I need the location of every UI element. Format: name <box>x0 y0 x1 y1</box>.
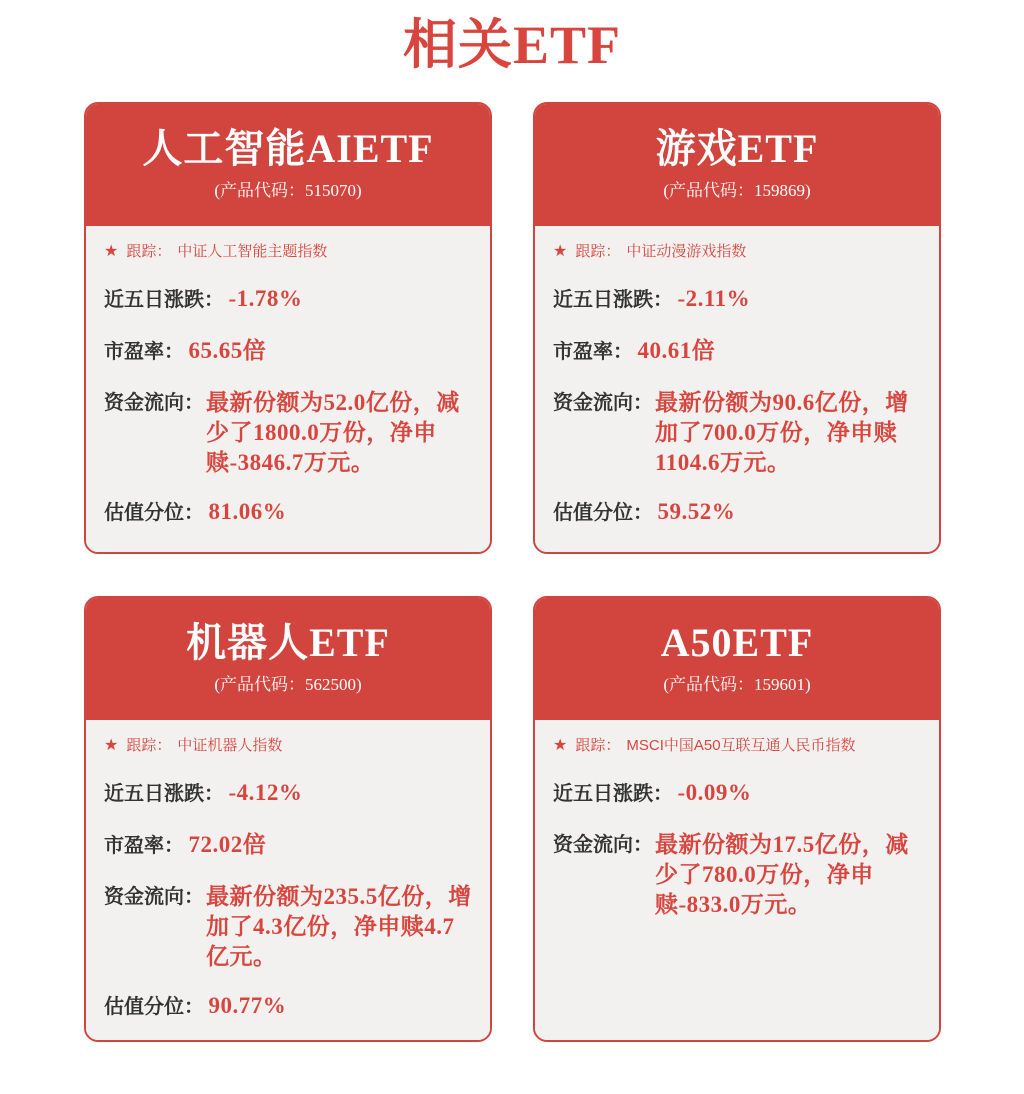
etf-card-ai <box>84 102 492 554</box>
fund-flow-label: 资金流向： <box>553 834 653 856</box>
pe-ratio-label: 市盈率： <box>553 341 633 363</box>
card-header <box>535 104 939 226</box>
pe-ratio-value: 65.65倍 <box>188 338 267 363</box>
card-header <box>535 598 939 720</box>
five-day-change-label: 近五日涨跌： <box>104 783 224 805</box>
five-day-change-label: 近五日涨跌： <box>553 783 673 805</box>
track-label: 跟踪： <box>126 243 172 260</box>
five-day-change-value: -1.78% <box>228 286 303 311</box>
valuation-percentile-value: 90.77% <box>208 993 287 1018</box>
card-body <box>86 720 490 1042</box>
five-day-change-row <box>104 778 472 811</box>
valuation-percentile-label: 估值分位： <box>553 502 653 524</box>
valuation-percentile-label: 估值分位： <box>104 996 204 1018</box>
five-day-change-value: -0.09% <box>677 780 752 805</box>
etf-name: 机器人ETF <box>186 620 390 665</box>
fund-flow-row <box>104 882 472 972</box>
pe-ratio-label: 市盈率： <box>104 341 184 363</box>
five-day-change-row <box>104 284 472 317</box>
valuation-percentile-value: 59.52% <box>657 499 736 524</box>
fund-flow-label: 资金流向： <box>104 392 204 414</box>
track-label: 跟踪： <box>126 737 172 754</box>
fund-flow-value: 最新份额为235.5亿份，增加了4.3亿份，净申赎4.7亿元。 <box>206 884 472 969</box>
fund-flow-value: 最新份额为52.0亿份，减少了1800.0万份，净申赎-3846.7万元。 <box>206 390 460 475</box>
etf-product-code: (产品代码：562500) <box>214 675 362 694</box>
etf-name: 游戏ETF <box>655 126 819 171</box>
etf-card-robot <box>84 596 492 1042</box>
card-body <box>535 226 939 554</box>
page-title: 相关ETF <box>402 15 622 75</box>
pe-ratio-label: 市盈率： <box>104 835 184 857</box>
card-header <box>86 598 490 720</box>
valuation-percentile-label: 估值分位： <box>104 502 204 524</box>
etf-card-game <box>533 102 941 554</box>
pe-ratio-row <box>553 336 921 369</box>
valuation-percentile-row <box>553 497 921 530</box>
track-row <box>553 736 921 756</box>
card-body <box>86 226 490 554</box>
card-body <box>535 720 939 1040</box>
track-row <box>104 736 472 756</box>
track-row <box>104 242 472 262</box>
star-icon: ★ <box>553 243 568 260</box>
five-day-change-value: -4.12% <box>228 780 303 805</box>
fund-flow-value: 最新份额为90.6亿份，增加了700.0万份，净申赎1104.6万元。 <box>655 390 909 475</box>
star-icon: ★ <box>104 737 119 754</box>
valuation-percentile-row <box>104 991 472 1024</box>
track-label: 跟踪： <box>575 243 621 260</box>
track-row <box>553 242 921 262</box>
valuation-percentile-value: 81.06% <box>208 499 287 524</box>
etf-card-grid <box>0 102 1024 1042</box>
five-day-change-value: -2.11% <box>677 286 751 311</box>
valuation-percentile-row <box>104 497 472 530</box>
tracked-index: 中证人工智能主题指数 <box>177 243 328 260</box>
tracked-index: 中证机器人指数 <box>177 737 283 754</box>
tracked-index: 中证动漫游戏指数 <box>626 243 747 260</box>
tracked-index: MSCI中国A50互联互通人民币指数 <box>626 737 856 754</box>
fund-flow-value: 最新份额为17.5亿份，减少了780.0万份，净申赎-833.0万元。 <box>655 832 909 917</box>
etf-product-code: (产品代码：159869) <box>663 181 811 200</box>
fund-flow-label: 资金流向： <box>104 886 204 908</box>
fund-flow-row <box>553 388 921 478</box>
etf-product-code: (产品代码：159601) <box>663 675 811 694</box>
five-day-change-row <box>553 778 921 811</box>
pe-ratio-row <box>104 830 472 863</box>
star-icon: ★ <box>104 243 119 260</box>
pe-ratio-value: 40.61倍 <box>637 338 716 363</box>
pe-ratio-row <box>104 336 472 369</box>
five-day-change-label: 近五日涨跌： <box>553 289 673 311</box>
track-label: 跟踪： <box>575 737 621 754</box>
card-header <box>86 104 490 226</box>
fund-flow-label: 资金流向： <box>553 392 653 414</box>
etf-name: 人工智能AIETF <box>142 126 434 171</box>
five-day-change-label: 近五日涨跌： <box>104 289 224 311</box>
etf-card-a50 <box>533 596 941 1042</box>
fund-flow-row <box>104 388 472 478</box>
star-icon: ★ <box>553 737 568 754</box>
pe-ratio-value: 72.02倍 <box>188 832 267 857</box>
five-day-change-row <box>553 284 921 317</box>
etf-name: A50ETF <box>660 620 814 665</box>
etf-product-code: (产品代码：515070) <box>214 181 362 200</box>
fund-flow-row <box>553 830 921 920</box>
